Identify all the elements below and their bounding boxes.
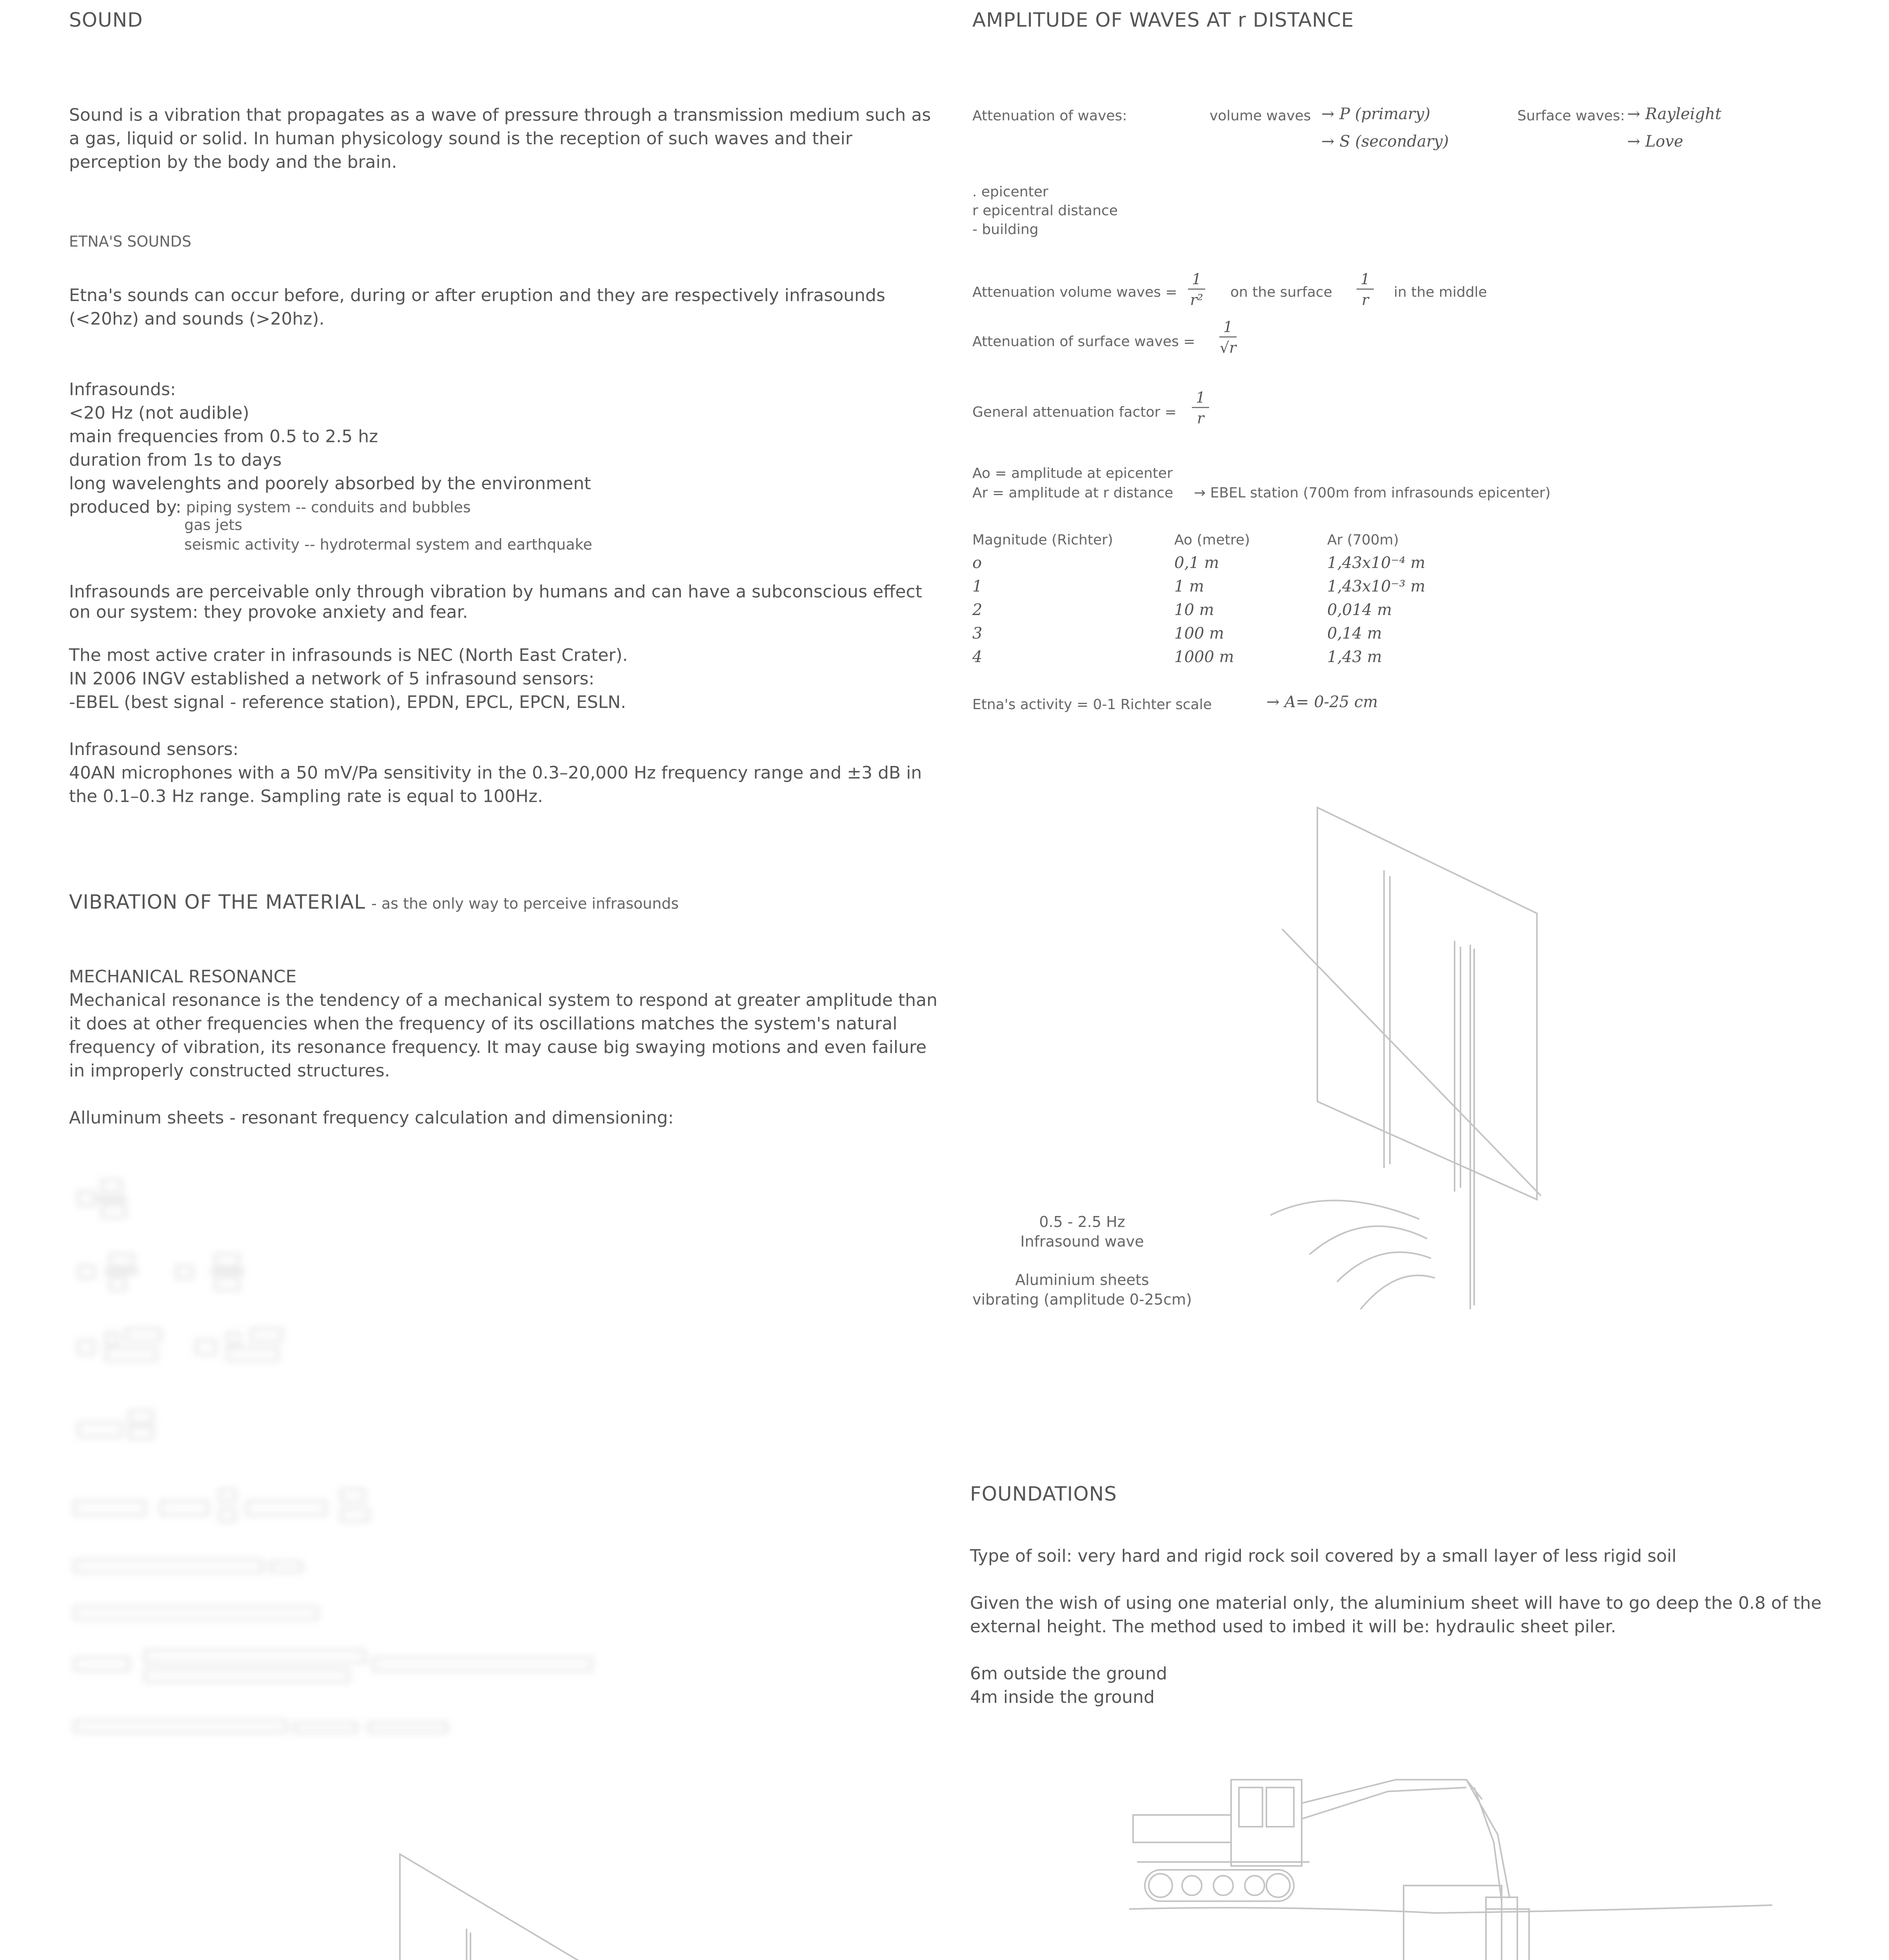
general-fraction: $\frac{1}{r}$ [1192, 389, 1209, 427]
activity-label: Etna's activity = 0-1 Richter scale [972, 697, 1212, 713]
blurred-calculations [67, 1176, 655, 1752]
ar-definition: Ar = amplitude at r distance [972, 485, 1173, 501]
arrow-icon: → [1321, 105, 1340, 123]
table-header-magnitude: Magnitude (Richter) [972, 532, 1113, 548]
ao-definition: Ao = amplitude at epicenter [972, 465, 1173, 481]
surface-fraction: $\frac{1}{√r}$ [1219, 318, 1237, 356]
infra-line: long wavelenghts and poorely absorbed by the environment [69, 474, 591, 494]
produced-item: gas jets [184, 516, 242, 534]
soil-text: Type of soil: very hard and rigid rock soil covered by a small layer of less rigid soil [970, 1546, 1676, 1566]
table-cell: 1000 m [1174, 648, 1234, 666]
produced-items-more [184, 515, 592, 554]
arrow-icon: → [1266, 693, 1285, 711]
sound-text: Sound is a vibration that propagates as a wave of pressure through a transmission medium such as a gas, liquid or solid. In human physicology sound is the reception of such waves and their perception by the body and the brain. [69, 105, 931, 172]
distance-legend [972, 183, 1118, 239]
foundations-title: FOUNDATIONS [970, 1483, 1117, 1505]
volume-waves-label: volume waves [1210, 108, 1311, 124]
arrow-icon: → [1321, 132, 1340, 151]
arrow-icon: → [1194, 485, 1210, 501]
on-surface-label: on the surface [1230, 284, 1332, 300]
crater-text: The most active crater in infrasounds is NEC (North East Crater). IN 2006 INGV established a network of 5 infrasound sensors: -EBEL (best signal - reference station), EPDN, EPCL, EPCN, ESLN. [69, 645, 628, 712]
vibration-heading [69, 891, 679, 914]
arrow-icon: → [1627, 132, 1646, 151]
sheet-piler-drawing [1121, 1756, 1788, 1960]
att-surface-label: Attenuation of surface waves = [972, 334, 1195, 350]
vibration-subtitle: - as the only way to perceive infrasounds [371, 895, 679, 912]
p-wave: → P (primary) [1321, 105, 1431, 123]
wave-caption: 0.5 - 2.5 Hz Infrasound wave [1020, 1213, 1144, 1250]
sensors-text: Infrasound sensors: 40AN microphones with a 50 mV/Pa sensitivity in the 0.3–20,000 Hz frequency range and ±3 dB in the 0.1–0.3 Hz range. Sampling rate is equal to 100Hz. [69, 739, 922, 806]
table-col-magnitude [972, 551, 982, 669]
table-cell: o [972, 554, 982, 572]
table-cell: 1,43x10⁻⁴ m [1327, 554, 1426, 572]
produced-item: piping system -- conduits and bubbles [186, 499, 471, 516]
general-label: General attenuation factor = [972, 404, 1177, 420]
legend-distance: r epicentral distance [972, 203, 1118, 219]
infra-line: duration from 1s to days [69, 450, 282, 470]
legend-building: - building [972, 221, 1039, 238]
table-cell: 1,43 m [1327, 648, 1382, 666]
table-cell: 3 [972, 624, 983, 642]
etna-title: ETNA'S SOUNDS [69, 233, 191, 250]
depths-text: 6m outside the ground 4m inside the ground [970, 1664, 1167, 1707]
arrow-icon: → [1627, 105, 1646, 123]
table-cell: 1 [972, 577, 983, 595]
alu-text: Alluminum sheets - resonant frequency calculation and dimensioning: [69, 1108, 674, 1128]
legend-epicenter: . epicenter [972, 184, 1048, 200]
volume-fraction-surface: $\frac{1}{\text{r²}}$ [1188, 270, 1205, 309]
attenuation-label: Attenuation of waves: [972, 108, 1127, 124]
att-volume-label: Attenuation volume waves = [972, 284, 1177, 300]
vibrating-caption: Aluminium sheets vibrating (amplitude 0-25cm) [972, 1271, 1192, 1308]
produced-label: produced by: [69, 497, 182, 517]
table-col-ar [1327, 551, 1425, 669]
infra-line: <20 Hz (not audible) [69, 403, 249, 423]
table-cell: 1,43x10⁻³ m [1327, 577, 1426, 595]
table-cell: 0,14 m [1327, 624, 1382, 642]
resonance-text: Mechanical resonance is the tendency of a mechanical system to respond at greater amplitude than it does at other frequencies when the frequency of its oscillations matches the system's natural frequency of vibration, its resonance frequency. It may cause big swaying motions and even failure in improperly constructed structures. [69, 990, 937, 1081]
volume-fraction-middle: $\frac{1}{r}$ [1357, 270, 1374, 309]
table-cell: 100 m [1174, 624, 1224, 642]
activity-result: → A= 0-25 cm [1266, 693, 1378, 711]
sound-title: SOUND [69, 9, 143, 31]
vibration-title: VIBRATION OF THE MATERIAL [69, 891, 366, 913]
resonance-title: MECHANICAL RESONANCE [69, 967, 297, 987]
surface-waves-label: Surface waves: [1517, 108, 1625, 124]
table-col-ao [1174, 551, 1234, 669]
rayleigh-wave: → Rayleight [1627, 105, 1722, 123]
table-cell: 2 [972, 601, 983, 619]
table-cell: 0,014 m [1327, 601, 1392, 619]
s-wave: → S (secondary) [1321, 132, 1449, 151]
etna-text: Etna's sounds can occur before, during or after eruption and they are respectively infrasounds (<20hz) and sounds (>20hz). [69, 285, 885, 329]
ebel-note: → EBEL station (700m from infrasounds epicenter) [1194, 485, 1551, 501]
given-text: Given the wish of using one material only, the aluminium sheet will have to go deep the 0.8 of the external height. The method used to imbed it will be: hydraulic sheet piler. [970, 1593, 1822, 1637]
love-wave: → Love [1627, 132, 1684, 151]
table-header-ao: Ao (metre) [1174, 532, 1250, 548]
perceive-text: Infrasounds are perceivable only through vibration by humans and can have a subconscious effect on our system: they provoke anxiety and fear. [69, 582, 923, 622]
infrasounds-list [69, 378, 591, 519]
table-cell: 4 [972, 648, 983, 666]
in-middle-label: in the middle [1394, 284, 1487, 300]
aluminium-sheets-drawing [353, 1835, 659, 1960]
amplitude-title: AMPLITUDE OF WAVES AT r DISTANCE [972, 9, 1354, 31]
table-cell: 10 m [1174, 601, 1214, 619]
table-header-ar: Ar (700m) [1327, 532, 1399, 548]
produced-item: seismic activity -- hydrotermal system and earthquake [184, 536, 592, 553]
table-cell: 0,1 m [1174, 554, 1219, 572]
infra-line: Infrasounds: [69, 379, 176, 399]
infra-line: main frequencies from 0.5 to 2.5 hz [69, 426, 378, 446]
table-cell: 1 m [1174, 577, 1204, 595]
vibrating-sheets-drawing [1270, 800, 1568, 1317]
